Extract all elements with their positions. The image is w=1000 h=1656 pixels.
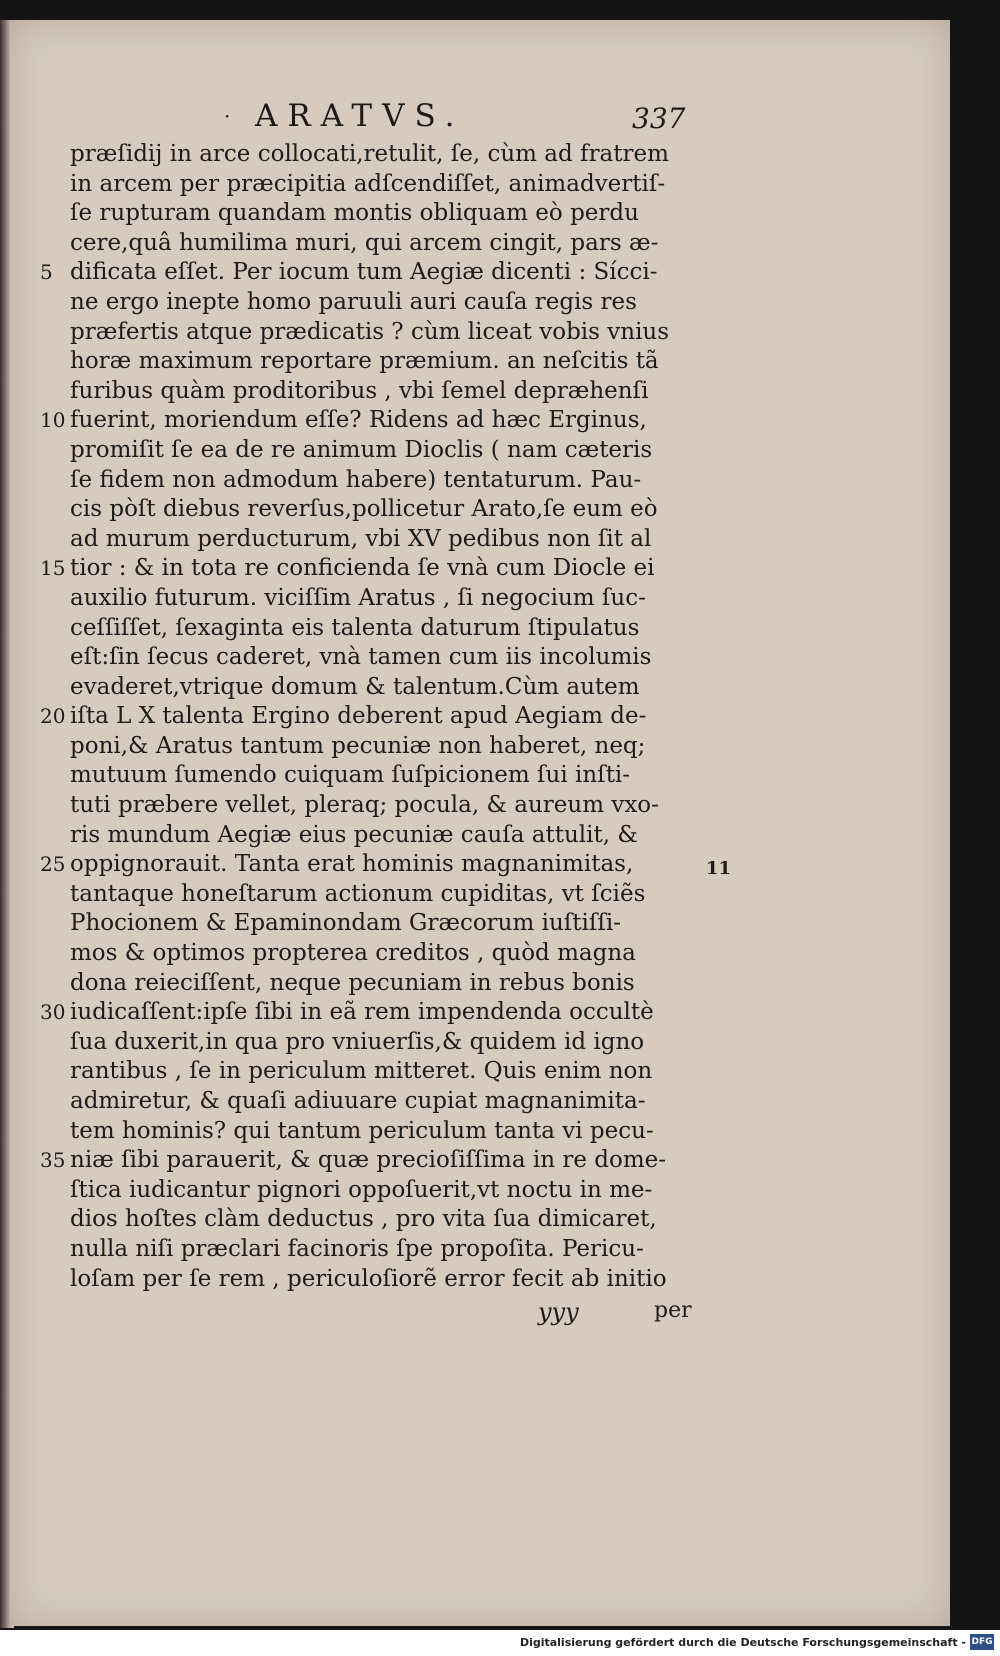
line-number: [40, 377, 74, 407]
text-line: rantibus , ſe in periculum mitteret. Quis enim non: [70, 1058, 653, 1085]
text-line: poni,& Aratus tantum pecuniæ non haberet, neq;: [70, 732, 646, 759]
text-line: tuti præbere vellet, pleraq; pocula, & aureum vxo-: [70, 792, 659, 819]
text-line: niæ ſibi parauerit, & quæ precioſiſſima in re dome-: [70, 1147, 667, 1174]
line-number: [40, 229, 74, 259]
line-number: [40, 525, 74, 555]
text-line: horæ maximum reportare præmium. an neſcitis tã: [70, 348, 659, 375]
line-number: [40, 643, 74, 673]
line-number: [40, 347, 74, 377]
line-number: 10: [40, 408, 66, 433]
text-line: dios hoſtes clàm deductus , pro vita ſua dimicaret,: [70, 1206, 657, 1233]
text-line: ſe rupturam quandam montis obliquam eò perdu: [70, 200, 639, 227]
text-line: cis pòſt diebus reverſus,pollicetur Arato,ſe eum eò: [70, 496, 658, 523]
line-number: [40, 1028, 74, 1058]
line-number: [40, 318, 74, 348]
text-line: mutuum ſumendo cuiquam ſuſpicionem ſui inſti-: [70, 762, 631, 789]
line-number: 35: [40, 1148, 66, 1173]
text-line: cere,quâ humilima muri, qui arcem cingit, pars æ-: [70, 229, 659, 256]
text-line: promiſit ſe ea de re animum Dioclis ( nam cæteris: [70, 436, 653, 463]
body-text: [70, 140, 710, 1294]
line-number: [40, 1176, 74, 1206]
line-number: [40, 939, 74, 969]
digitization-footer: [0, 1630, 1000, 1656]
text-line: præſidij in arce collocati,retulit, ſe, cùm ad fratrem: [70, 141, 669, 167]
text-line: furibus quàm proditoribus , vbi ſemel depræhenſi: [70, 377, 649, 404]
line-number: 5: [40, 260, 53, 285]
text-line: auxilio futurum. viciſſim Aratus , ſi negocium ſuc-: [70, 584, 646, 611]
text-line: ris mundum Aegiæ eius pecuniæ cauſa attulit, &: [70, 821, 638, 848]
catchword: per: [654, 1298, 692, 1323]
line-number: [40, 466, 74, 496]
text-line: ceſſiſſet, ſexaginta eis talenta daturum ſtipulatus: [70, 614, 640, 641]
line-number: [40, 199, 74, 229]
text-line: mos & optimos propterea creditos , quòd magna: [70, 940, 636, 967]
page-header: [10, 98, 950, 142]
text-line: nulla niſi præclari facinoris ſpe propoſita. Pericu-: [70, 1235, 644, 1262]
line-number: [40, 288, 74, 318]
line-number: [40, 614, 74, 644]
line-number: 20: [40, 704, 66, 729]
line-number: [40, 1205, 74, 1235]
text-line: Phocionem & Epaminondam Græcorum iuſtiſſi-: [70, 910, 622, 937]
line-number: [40, 1265, 74, 1295]
dfg-logo: DFG: [970, 1634, 994, 1650]
line-number: [40, 140, 74, 170]
line-number: [40, 584, 74, 614]
line-number: 25: [40, 852, 66, 877]
text-line: præfertis atque prædicatis ? cùm liceat vobis vnius: [70, 318, 670, 345]
text-line: tior : & in tota re conficienda ſe vnà cum Diocle ei: [70, 555, 655, 582]
text-line: tantaque honeſtarum actionum cupiditas, vt ſciẽs: [70, 880, 646, 907]
text-line: loſam per ſe rem , periculoſiorẽ error fecit ab initio: [70, 1265, 667, 1292]
margin-line-numbers: [40, 140, 74, 1294]
text-line: ſe fidem non admodum habere) tentaturum. Pau-: [70, 466, 642, 493]
text-line: oppignorauit. Tanta erat hominis magnanimitas,: [70, 851, 634, 878]
text-line: ſtica iudicantur pignori oppoſuerit,vt noctu in me-: [70, 1176, 653, 1203]
line-number: [40, 1087, 74, 1117]
footer-credit: Digitalisierung gefördert durch die Deutsche Forschungsgemeinschaft -: [519, 1636, 966, 1649]
line-number: [40, 821, 74, 851]
text-line: ſua duxerit,in qua pro vniuerſis,& quidem id igno: [70, 1028, 645, 1055]
line-number: [40, 1057, 74, 1087]
line-number: [40, 495, 74, 525]
text-line: iudicaſſent:ipſe ſibi in eã rem impendenda occultè: [70, 999, 654, 1026]
right-margin-note: 11: [706, 858, 732, 879]
line-number: [40, 1117, 74, 1147]
line-number: [40, 969, 74, 999]
text-line: dificata eſſet. Per iocum tum Aegiæ dicenti : Sícci-: [70, 259, 658, 286]
text-line: in arcem per præcipitia adſcendiſſet, animadvertiſ-: [70, 170, 666, 197]
line-number: [40, 436, 74, 466]
text-line: admiretur, & quaſi adiuuare cupiat magnanimita-: [70, 1088, 646, 1114]
line-number: 30: [40, 1000, 66, 1025]
line-number: [40, 909, 74, 939]
line-number: [40, 880, 74, 910]
line-number: [40, 673, 74, 703]
text-line: ad murum perducturum, vbi XV pedibus non ſit al: [70, 525, 652, 552]
signature-mark: yyy: [538, 1298, 579, 1326]
line-number: [40, 791, 74, 821]
text-line: fuerint, moriendum eſſe? Ridens ad hæc Erginus,: [70, 407, 647, 434]
page-number: 337: [632, 102, 686, 135]
text-line: tem hominis? qui tantum periculum tanta vi pecu-: [70, 1117, 654, 1144]
header-ornament: ·: [224, 104, 231, 128]
text-line: evaderet,vtrique domum & talentum.Cùm autem: [70, 673, 640, 700]
text-line: iſta L X talenta Ergino deberent apud Aegiam de-: [70, 703, 647, 730]
book-page: [10, 20, 950, 1626]
running-title: ARATVS.: [255, 98, 465, 134]
text-line: eſt:ſin ſecus caderet, vnà tamen cum iis incolumis: [70, 644, 652, 671]
line-number: [40, 170, 74, 200]
line-number: [40, 732, 74, 762]
text-line: dona reieciſſent, neque pecuniam in rebus bonis: [70, 969, 635, 996]
line-number: [40, 761, 74, 791]
line-number: [40, 1235, 74, 1265]
text-line: ne ergo inepte homo paruuli auri cauſa regis res: [70, 288, 637, 315]
line-number: 15: [40, 556, 66, 581]
